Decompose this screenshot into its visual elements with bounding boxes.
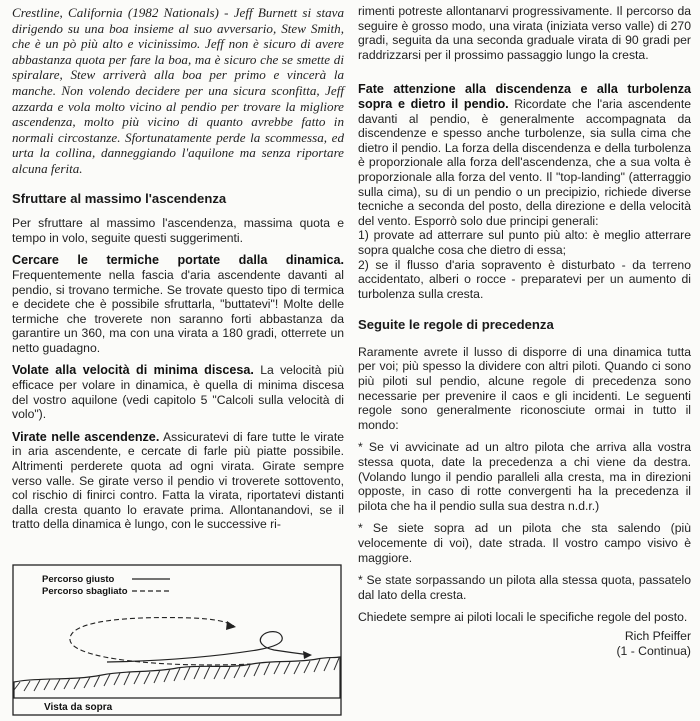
- left-column: [12, 0, 344, 532]
- tip-text: La velocità più efficace per volare in dinamica, è quella di minima discesa del vostro aquilone (vedi capitolo 5 "Calcoli sulla velocità di volo").: [12, 363, 344, 422]
- rule-bullet-2: * Se siete sopra ad un pilota che sta salendo (più velocemente di voi), date strada. Il vostro campo visivo è maggiore.: [358, 521, 691, 565]
- tip-velocita: [12, 363, 344, 421]
- tip-text: Frequentemente nella fascia d'aria ascendente davanti al pendio, si trovano termiche. Se trovate questo tipo di termica e decidete che è possibile sfruttarla, "buttatevi"! Molte delle termiche che troverete non saranno forti abbastanza da garantire un 360, ma con una virata a 180 gradi, otterrete un netto guadagno.: [12, 267, 344, 355]
- section-title-precedenza: Seguite le regole di precedenza: [358, 317, 554, 333]
- tip-heading: Volate alla velocità di minima discesa.: [12, 363, 254, 378]
- tip-discendenza: [358, 82, 691, 228]
- tip-heading: Fate attenzione alla discendenza e alla turbolenza sopra e dietro il pendio.: [358, 82, 691, 111]
- closing-paragraph: Chiedete sempre ai piloti locali le specifiche regole del posto.: [358, 610, 688, 625]
- rule-1: 1) provate ad atterrare sul punto più alto: è meglio atterrare sopra qualche cosa che dietro di essa;: [358, 228, 691, 257]
- continued-note: (1 - Continua): [616, 643, 691, 658]
- tip-virate: [12, 430, 344, 532]
- diagram-caption: Vista da sopra: [44, 702, 113, 713]
- section-title-ascendenza: Sfruttare al massimo l'ascendenza: [12, 190, 227, 206]
- flight-path-svg: [12, 564, 342, 716]
- rule-2: 2) se il flusso d'aria sopravento è disturbato - da terreno accidentato, alberi o rocce - preparatevi per un aumento di turbolenza sulla cresta.: [358, 257, 691, 301]
- section-lead: Per sfruttare al massimo l'ascendenza, massima quota e tempo in volo, seguite questi suggerimenti.: [12, 216, 344, 245]
- tip-heading: Virate nelle ascendenze.: [12, 429, 160, 444]
- precedenza-lead: Raramente avrete il lusso di disporre di una dinamica tutta per voi; più spesso la dividere con altri piloti. Quando ci sono più piloti sul pendio, alcune regole di precedenza sono necessarie per prevenire il caos e gli incidenti. Le seguenti regole sono generalmente riconosciute ormai in tutto il mondo:: [358, 344, 691, 432]
- tip-text: Assicuratevi di fare tutte le virate in aria ascendente, e cercate di farle più piatte possibile. Altrimenti perderete quota ad ogni virata. Girate sempre verso valle. Se girate verso il pendio vi troverete sottovento, col rischio di finirci contro. Fatta la virata, riportatevi distanti dalla cresta quanto lo eravate prima. Allontanandovi, se il tratto della dinamica è lungo, con le successive ri-: [12, 429, 344, 532]
- tip-text: Ricordate che l'aria ascendente davanti al pendio, è generalmente accompagnata da discendenze e spesso anche turbolenze, sia sulla cima che dietro il pendio. La forza della discendenza e della turbolenza è proporzionale alla forza dell'ascendenza, che a sua volta è proporzionale alla forza del vento. Il "top-landing" (atterraggio sulla cima), su di un pendio o un precipizio, richiede diverse tecniche a seconda del posto, della direzione e della velocità del vento. Esporrò solo due principi generali:: [358, 96, 691, 228]
- right-column: [358, 0, 691, 658]
- tip-heading: Cercare le termiche portate dalla dinamica.: [12, 253, 344, 268]
- continued-paragraph: rimenti potreste allontanarvi progressivamente. Il percorso da seguire è grosso modo, una virata (iniziata verso valle) di 270 gradi, seguita da una seconda graduale virata di 90 gradi per raddrizzarsi per il prossimo passaggio lungo la cresta.: [358, 4, 691, 62]
- rule-bullet-3: * Se state sorpassando un pilota alla stessa quota, passatelo dal lato della cresta.: [358, 573, 691, 602]
- legend-wrong-label: Percorso sbagliato: [42, 586, 128, 597]
- author-name: Rich Pfeiffer: [624, 628, 691, 643]
- intro-paragraph: Crestline, California (1982 Nationals) - Jeff Burnett si stava dirigendo su una boa insieme al suo avversario, Stew Smith, che è un pò più alto e vicinissimo. Jeff non è sicuro di avere abbastanza quota per fare la boa, ma è sicuro che se smette di spiralare, Stew arriverà alla boa per primo e vincerà la manche. Non volendo decidere per una sicura sconfitta, Jeff azzarda e vola molto vicino al pendio per trovare la migliore ascendenza, molto più vicino di quanto avrebbe fatto in normali circostanze. Sfortunatamente perde la scommessa, ed urta la collina, danneggiando l'aquilone ma senza riportare alcuna ferita.: [12, 5, 344, 176]
- legend-correct-label: Percorso giusto: [42, 574, 115, 585]
- rule-bullet-1: * Se vi avvicinate ad un altro pilota che arriva alla vostra stessa quota, date la precedenza a chi viene da destra. (Volando lungo il pendio paralleli alla cresta, ma in direzioni opposte, in caso di rotte convergenti ha la precedenza il pilota che ha il pendio sulla sua destra n.d.r.): [358, 440, 691, 513]
- tip-termiche: [12, 253, 344, 355]
- flight-path-diagram: [12, 564, 342, 716]
